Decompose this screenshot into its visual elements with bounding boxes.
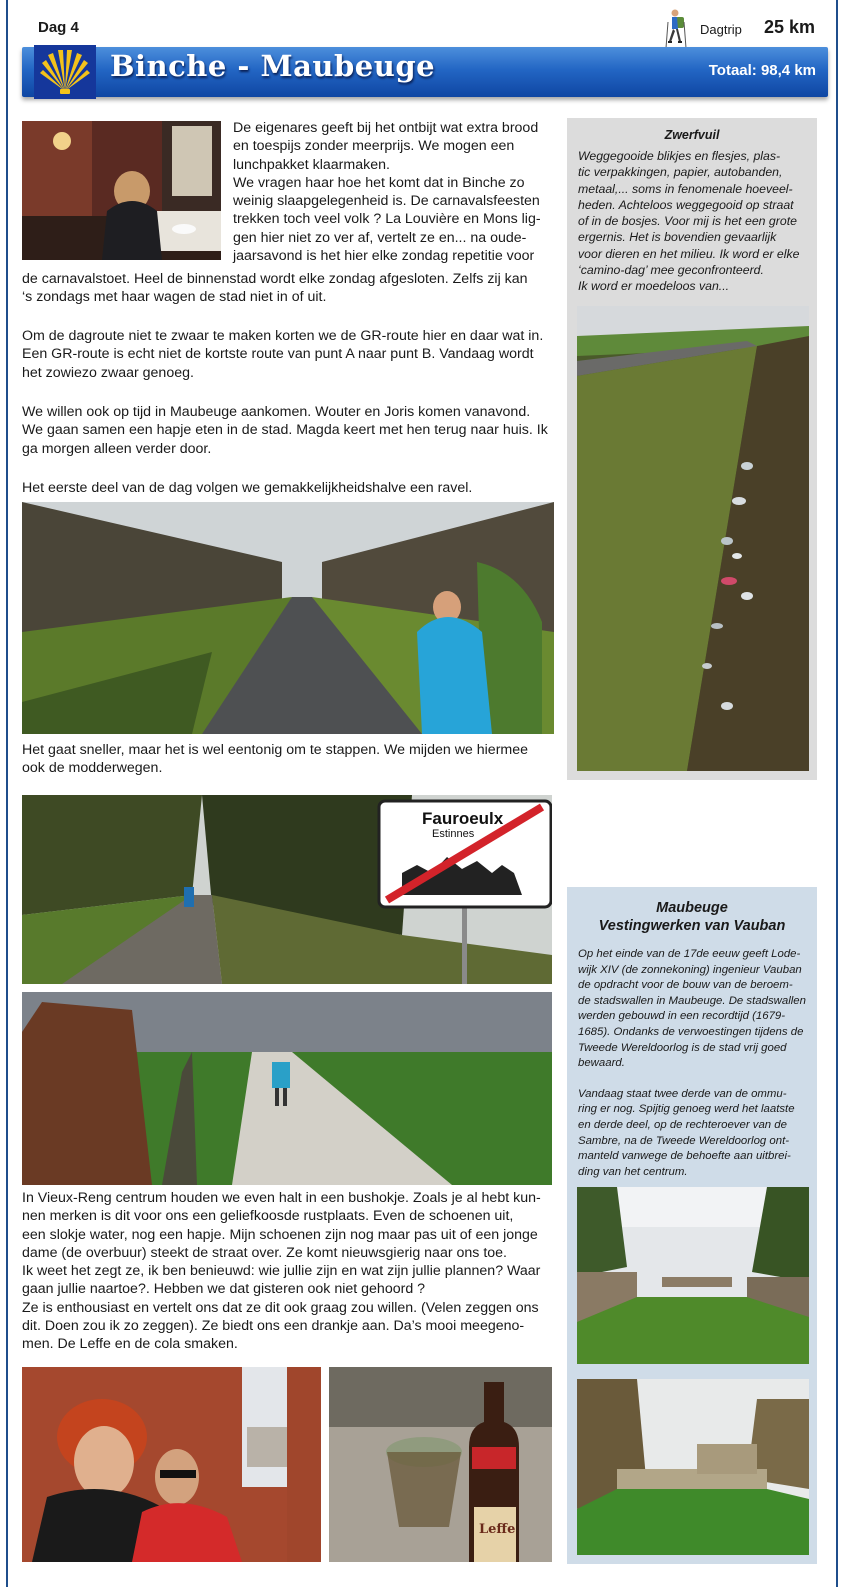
text-line: een slokje water, nog een hapje. Mijn schoenen zijn nog maar pas uit of een jonge [22, 1226, 538, 1243]
text-line: en derde deel, op de rechteroever van de [578, 1118, 787, 1131]
bottle-label: Leffe [479, 1522, 516, 1537]
text-line: men. De Leffe en de cola smaken. [22, 1336, 238, 1353]
text-line: Vandaag staat twee derde van de ommu- [578, 1087, 787, 1100]
text-line: heden. Achteloos weggegooid op straat [578, 197, 794, 212]
paragraph-maubeuge [22, 403, 557, 458]
text-line: De eigenares geeft bij het ontbijt wat extra brood [233, 120, 539, 136]
sidebar-title-line: Maubeuge [656, 900, 728, 916]
text-line: weinig slaapgelegenheid is. De carnavalsfeesten [233, 193, 540, 210]
text-line: In Vieux-Reng centrum houden we even halt in een bushokje. Zoals je al hebt kun- [22, 1190, 541, 1206]
sign-town-name: Fauroeulx [422, 809, 504, 828]
text-line: werden gebouwd in een recordtijd (1679- [578, 1010, 786, 1023]
scallop-shell-icon [34, 45, 96, 99]
text-line: de stadswallen in Maubeuge. De stadswallen [578, 994, 806, 1007]
day-label: Dag 4 [38, 19, 79, 36]
text-line: jaarsavond is het hier elke zondag repetitie voor [233, 248, 535, 265]
page-title: Binche - Maubeuge [110, 49, 436, 83]
text-line: Om de dagroute niet te zwaar te maken korten we de GR-route hier en daar wat in. [22, 328, 544, 344]
text-line: gaan jullie naartoe?. Hebben we dat gisteren ook niet gehoord ? [22, 1281, 426, 1298]
page-border-right [836, 0, 838, 1587]
text-line: Het gaat sneller, maar het is wel eentonig om te stappen. We mijden we hiermee [22, 742, 529, 758]
text-line: de carnavalstoet. Heel de binnenstad wordt elke zondag afgesloten. Zelfs zij kan [22, 271, 528, 287]
text-line: We vragen haar hoe het komt dat in Binche zo [233, 174, 525, 191]
text-line: Weggegooide blikjes en flesjes, plas- [578, 149, 781, 163]
text-line: voor dieren en het milieu. Ik word er elke [578, 246, 800, 261]
text-line: manteld vanwege de behoefte aan uitbrei- [578, 1150, 791, 1163]
photo-fauroeulx-sign [22, 795, 552, 984]
text-line: Sambre, na de Tweede Wereldoorlog ont- [578, 1134, 790, 1147]
trip-type: Dagtrip [700, 22, 742, 37]
text-line: het zowiezo zwaar genoeg. [22, 364, 194, 381]
sidebar-litter [567, 118, 817, 780]
photo-leffe-drinks [329, 1367, 552, 1562]
title-banner [22, 47, 828, 97]
text-line: wijk XIV (de zonnekoning) ingenieur Vauban [578, 963, 802, 976]
photo-vauban-walls-2 [577, 1379, 809, 1555]
sidebar-vauban [567, 887, 817, 1564]
text-line: ‘camino-dag’ mee geconfronteerd. [578, 263, 764, 278]
text-line: metaal,... soms in fenomenale hoeveel- [578, 181, 793, 196]
caption-ravel [22, 741, 557, 778]
text-line: Ik weet het zegt ze, ik ben benieuwd: wie jullie zijn en wat zijn jullie plannen? Waar [22, 1263, 541, 1280]
sidebar-title [567, 899, 817, 935]
photo-roadside-litter [577, 306, 809, 771]
text-line: 1685). Ondanks de verwoestingen tijdens de [578, 1025, 804, 1038]
sidebar-body-2 [567, 1072, 817, 1181]
text-line: ook de modderwegen. [22, 760, 163, 777]
text-line: Ze is enthousiast en vertelt ons dat ze dit ook graag zou willen. (Velen zeggen ons [22, 1299, 539, 1316]
text-line: Het eerste deel van de dag volgen we gemakkelijkheidshalve een ravel. [22, 480, 473, 496]
photo-ravel-path [22, 502, 554, 734]
sidebar-title-line: Vestingwerken van Vauban [598, 918, 786, 934]
text-line: Tweede Wereldoorlog is de stad vrij goed [578, 1041, 787, 1054]
text-line: gen hier niet zo ver af, vertelt ze en... na oude- [233, 229, 527, 246]
text-line: We willen ook op tijd in Maubeuge aankomen. Wouter en Joris komen vanavond. [22, 404, 531, 420]
text-line: bewaard. [578, 1057, 625, 1070]
text-line: Ik word er moedeloos van... [578, 279, 730, 294]
sign-municipality: Estinnes [432, 828, 475, 840]
hiker-icon [662, 8, 688, 50]
sidebar-title: Zwerfvuil [664, 128, 720, 142]
text-line: ding van het centrum. [578, 1165, 688, 1178]
total-distance: Totaal: 98,4 km [708, 62, 816, 79]
text-line: nen merken is dit voor ons een geliefkoosde rustplaats. Even de schoenen uit, [22, 1208, 514, 1225]
text-line: Een GR-route is echt niet de kortste route van punt A naar punt B. Vandaag wordt [22, 346, 534, 363]
text-line: ring er nog. Spijtig genoeg werd het laatste [578, 1103, 795, 1116]
text-line: dame (de overbuur) steekt de straat over. Ze komt nieuwsgierig naar ons toe. [22, 1244, 507, 1261]
photo-breakfast [22, 121, 221, 260]
paragraph-route [22, 327, 557, 382]
sidebar-body [567, 142, 817, 295]
photo-selfie-bus-shelter [22, 1367, 321, 1562]
text-line: ‘s zondags met haar wagen de stad niet in of uit. [22, 289, 327, 306]
paragraph-bushokje [22, 1189, 557, 1354]
text-line: We gaan samen een hapje eten in de stad. Magda keert met hen terug naar huis. Ik [22, 422, 548, 439]
text-line: en toespijs zonder meerprijs. We mogen een [233, 138, 515, 155]
text-line: Op het einde van de 17de eeuw geeft Lode- [578, 948, 801, 960]
text-line: trekken toch veel volk ? La Louvière en Mons lig- [233, 211, 541, 228]
photo-vauban-walls-1 [577, 1187, 809, 1364]
intro-full [22, 270, 557, 307]
text-line: lunchpakket klaarmaken. [233, 156, 390, 173]
text-line: of in de bosjes. Voor mij is het een grote [578, 214, 797, 229]
intro-wrapped [233, 119, 553, 265]
page-border-left [6, 0, 8, 1587]
day-distance: 25 km [764, 17, 816, 37]
text-line: tic verpakkingen, papier, autobanden, [578, 165, 783, 180]
photo-field-road [22, 992, 552, 1185]
text-line: ga morgen alleen verder door. [22, 440, 212, 457]
text-line: de opdracht voor de bouw van de beroem- [578, 979, 793, 992]
paragraph-ravel [22, 479, 557, 497]
text-line: dit. Doen zou ik zo zeggen). Ze biedt ons een drankje aan. Da’s mooi meegeno- [22, 1318, 525, 1335]
text-line: ergernis. Het is bovendien gevaarlijk [578, 230, 777, 245]
sidebar-body-1 [567, 935, 817, 1072]
